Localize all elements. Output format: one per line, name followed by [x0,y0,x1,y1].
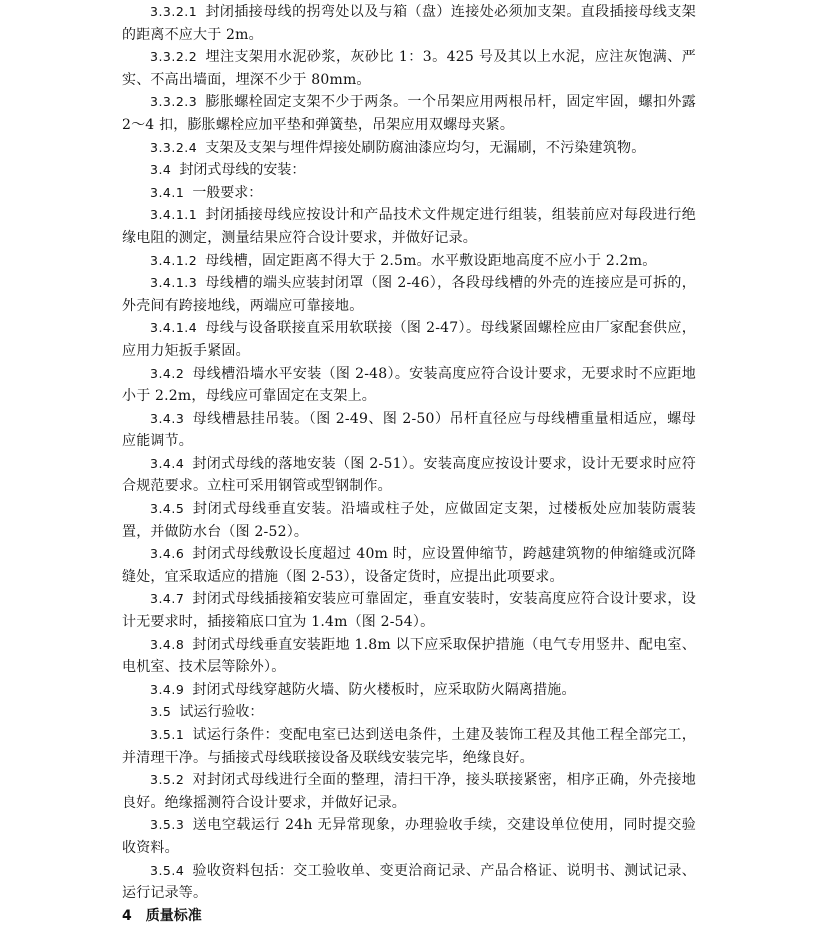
chapter-title: 质量标准 [145,907,202,924]
clause-number: 3.4.7 [150,591,185,607]
clause-number: 3.4.4 [150,455,185,471]
clause-number: 3.5.3 [150,817,185,833]
clause-text: 母线槽，固定距离不得大于 2.5m。水平敷设距地高度不应小于 2.2m。 [205,252,657,269]
clause-paragraph [122,363,696,408]
clause-text: 封闭式母线垂直安装。沿墙或柱子处，应做固定支架，过楼板处应加装防震装置，并做防水台（图 2-52）。 [122,501,696,540]
clause-text: 试运行条件：变配电室已达到送电条件，土建及装饰工程及其他工程全部完工，并清理干净。与插接式母线联接设备及联线安装完毕，绝缘良好。 [122,727,696,766]
clause-paragraph [122,272,696,317]
clause-number: 3.3.2.4 [150,139,198,155]
clause-number: 3.4.6 [150,546,185,562]
clause-paragraph [122,408,696,453]
clause-text: 送电空载运行 24h 无异常现象，办理验收手续，交建设单位使用，同时提交验收资料。 [122,817,696,856]
section-heading [122,159,696,182]
clause-paragraph [122,91,696,136]
clause-text: 验收资料包括：交工验收单、变更洽商记录、产品合格证、说明书、测试记录、运行记录等。 [122,862,696,902]
clause-paragraph [122,860,696,905]
chapter-number: 4 [122,907,132,924]
clause-number: 3.3.2.3 [150,94,198,110]
clause-text: 埋注支架用水泥砂浆，灰砂比 1：3。425 号及其以上水泥，应注灰饱满、严实、不高出墙面，埋深不少于 80mm。 [122,49,696,88]
clause-text: 母线槽悬挂吊装。（图 2-49、图 2-50）吊杆直径应与母线槽重量相适应，螺母应能调节。 [122,410,696,450]
clause-number: 3.5.2 [150,772,185,788]
document-body [122,1,696,927]
section-heading [122,701,696,724]
clause-paragraph [122,769,696,814]
clause-paragraph [122,588,696,633]
clause-paragraph [122,137,696,160]
clause-text: 对封闭式母线进行全面的整理，清扫干净，接头联接紧密，相序正确，外壳接地良好。绝缘摇测符合设计要求，并做好记录。 [122,772,696,811]
clause-text: 封闭式母线敷设长度超过 40m 时，应设置伸缩节，跨越建筑物的伸缩缝或沉降缝处，宜采取适应的措施（图 2-53），设备定货时，应提出此项要求。 [122,546,696,585]
clause-text: 封闭式母线穿越防火墙、防火楼板时，应采取防火隔离措施。 [192,681,576,698]
clause-paragraph [122,543,696,588]
clause-paragraph [122,679,696,702]
clause-number: 3.4.2 [150,365,185,381]
clause-number: 3.4.5 [150,501,185,517]
clause-paragraph [122,204,696,249]
clause-text: 封闭式母线的落地安装（图 2-51）。安装高度应按设计要求，设计无要求时应符合规范要求。立柱可采用钢管或型钢制作。 [122,455,696,495]
clause-text: 封闭插接母线应按设计和产品技术文件规定进行组装，组装前应对每段进行绝缘电阻的测定，测量结果应符合设计要求，并做好记录。 [122,207,696,246]
clause-text: 一般要求： [192,184,263,201]
clause-number: 3.4.1 [150,184,185,200]
clause-number: 3.5.1 [150,727,185,742]
clause-text: 母线槽沿墙水平安装（图 2-48）。安装高度应符合设计要求，无要求时不应距地小于 2.2m，母线应可靠固定在支架上。 [122,365,696,405]
clause-number: 3.5 [150,704,172,720]
clause-number: 3.4.3 [150,410,185,426]
clause-text: 母线槽的端头应装封闭罩（图 2-46），各段母线槽的外壳的连接应是可拆的，外壳间有跨接地线，两端应可靠接地。 [122,275,696,314]
clause-number: 3.4.1.4 [150,320,198,336]
clause-paragraph [122,724,696,769]
clause-number: 3.4.1.2 [150,252,198,268]
clause-paragraph [122,250,696,273]
clause-paragraph [122,498,696,543]
clause-number: 3.4 [150,162,172,178]
clause-number: 3.4.8 [150,636,185,652]
clause-paragraph [122,1,696,46]
clause-paragraph [122,46,696,91]
clause-paragraph [122,317,696,362]
clause-text: 封闭式母线的安装： [179,162,306,179]
clause-text: 膨胀螺栓固定支架不少于两条。一个吊架应用两根吊杆，固定牢固，螺扣外露 2～4 扣，膨胀螺栓应加平垫和弹簧垫，吊架应用双螺母夹紧。 [122,94,696,133]
clause-text: 封闭式母线垂直安装距地 1.8m 以下应采取保护措施（电气专用竖井、配电室、电机室、技术层等除外）。 [122,636,696,676]
clause-text: 试运行验收： [179,704,264,721]
clause-paragraph [122,634,696,679]
clause-number: 3.4.1.1 [150,207,198,223]
section-heading [122,182,696,205]
clause-number: 3.3.2.1 [150,4,198,19]
clause-paragraph [122,453,696,498]
clause-number: 3.3.2.2 [150,49,198,65]
clause-text: 支架及支架与埋件焊接处刷防腐油漆应均匀，无漏刷，不污染建筑物。 [205,139,646,156]
clause-number: 3.5.4 [150,862,185,878]
chapter-heading [122,905,696,927]
clause-text: 封闭式母线插接箱安装应可靠固定，垂直安装时，安装高度应符合设计要求，设计无要求时，插接箱底口宜为 1.4m（图 2-54）。 [122,591,696,631]
clause-number: 3.4.1.3 [150,275,198,291]
clause-text: 封闭插接母线的拐弯处以及与箱（盘）连接处必须加支架。直段插接母线支架的距离不应大于 2m。 [122,4,696,43]
clause-text: 母线与设备联接直采用软联接（图 2-47）。母线紧固螺栓应由厂家配套供应，应用力矩扳手紧固。 [122,320,696,359]
clause-paragraph [122,814,696,859]
clause-number: 3.4.9 [150,681,185,697]
